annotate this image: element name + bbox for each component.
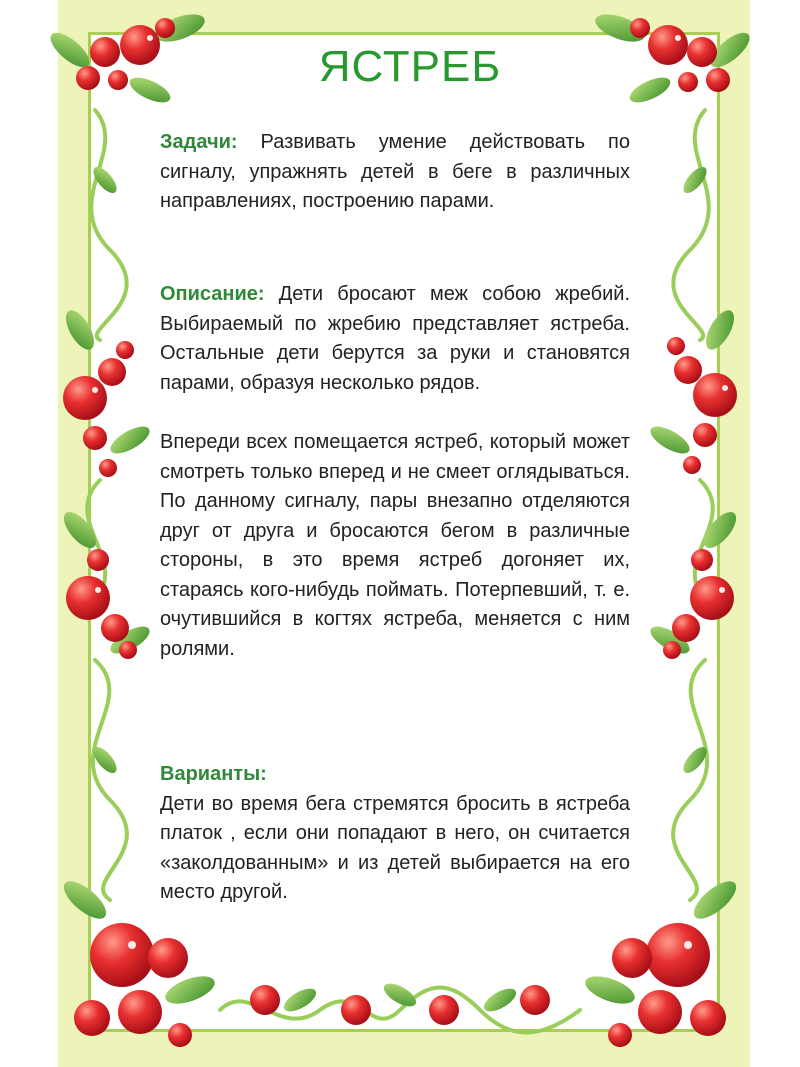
page-title: ЯСТРЕБ bbox=[318, 42, 502, 91]
variants-label: Варианты: bbox=[160, 763, 267, 785]
description-paragraph-2 bbox=[160, 428, 630, 664]
tasks-text: Развивать умение действовать по сигналу, упражнять детей в беге в различных направлениях, построению парами. bbox=[160, 131, 630, 212]
variants-paragraph bbox=[160, 760, 630, 908]
tasks-label: Задачи: bbox=[160, 131, 238, 153]
variants-text: Дети во время бега стремятся бросить в ястреба платок , если они попадают в него, он считается «заколдованным» и из детей выбирается на его место другой. bbox=[160, 792, 630, 903]
description-paragraph bbox=[160, 280, 630, 398]
tasks-paragraph bbox=[160, 128, 630, 217]
description-text: Дети бросают меж собою жребий. Выбираемый по жребию представляет ястреба. Остальные дети берутся за руки и становятся парами, образуя несколько рядов. bbox=[160, 283, 630, 394]
description-text-2: Впереди всех помещается ястреб, который может смотреть только вперед и не смеет оглядываться. По данному сигналу, пары внезапно отделяются друг от друга и бросаются бегом в различные стороны, в это время ястреб догоняет их, стараясь кого-нибудь поймать. Потерпевший, т. е. очутившийся в когтях ястреба, меняется с ним ролями. bbox=[160, 431, 630, 660]
description-label: Описание: bbox=[160, 283, 265, 305]
